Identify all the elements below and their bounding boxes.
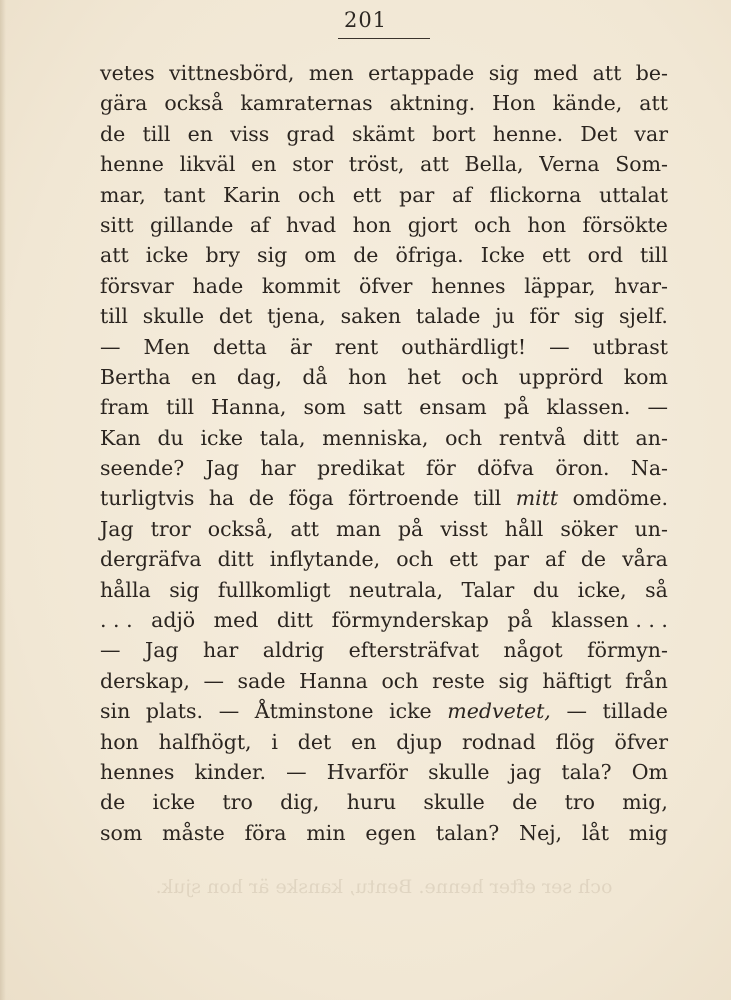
text-line [100, 635, 668, 665]
word: medvetet, [447, 699, 551, 724]
word: att [290, 516, 320, 541]
word: hon [100, 729, 139, 754]
word: seende? [100, 456, 185, 481]
word: och [298, 182, 336, 207]
word: tant [163, 182, 206, 207]
word: också [164, 91, 224, 116]
word: likväl [179, 152, 236, 177]
word: mig, [622, 790, 668, 815]
text-line [100, 119, 668, 149]
text-line [100, 88, 668, 118]
word: kände, [552, 91, 623, 116]
word: — [549, 334, 570, 359]
word: af [452, 182, 472, 207]
word: i [271, 729, 278, 754]
word: outhärdligt! [401, 334, 527, 359]
word: och [445, 425, 483, 450]
word: du [532, 577, 560, 602]
word: ett [352, 182, 382, 207]
text-line [100, 544, 668, 574]
word: tro [564, 790, 596, 815]
word: öfriga. [395, 243, 464, 268]
word: dergräfva [100, 547, 202, 572]
text-line [100, 332, 668, 362]
word: till [100, 304, 128, 329]
word: sitt [100, 212, 134, 237]
word: från [625, 668, 668, 693]
word: att [592, 61, 622, 85]
text-line [100, 757, 668, 787]
word: Jag [100, 516, 134, 541]
word: saken [340, 304, 402, 329]
word: kamraternas [240, 91, 373, 116]
text-line [100, 696, 668, 726]
word: eftersträfvat [348, 638, 479, 663]
word: rent [334, 334, 379, 359]
word: het [407, 364, 441, 389]
word: omdöme. [572, 486, 668, 511]
word: som [303, 395, 346, 420]
word: de [580, 547, 607, 572]
word: Jag [144, 638, 179, 663]
word: an- [635, 425, 668, 450]
text-line [100, 240, 668, 270]
word: Det [580, 121, 618, 146]
word: öron. [555, 456, 610, 481]
word: håll [504, 516, 544, 541]
word: hvad [286, 212, 337, 237]
word: — [100, 638, 121, 663]
word: gillande [149, 212, 234, 237]
word: som [100, 820, 143, 845]
word: ensam [419, 395, 487, 420]
word: sin [100, 699, 131, 724]
word: de [248, 486, 274, 511]
word: stor [292, 152, 334, 177]
word: mitt [515, 486, 559, 511]
word: adjö [151, 608, 196, 633]
word: skulle [142, 304, 205, 329]
word: kinder. [194, 759, 267, 784]
word: försökte [582, 212, 668, 237]
word: menniska, [322, 425, 429, 450]
word: till [640, 243, 668, 268]
word: Som- [615, 152, 668, 177]
word: tror [150, 516, 191, 541]
word: af [545, 547, 565, 572]
word: fram [100, 395, 150, 420]
word: sade [237, 668, 286, 693]
word: Hvarför [326, 759, 408, 784]
word: förtroende [348, 486, 459, 511]
text-line [100, 666, 668, 696]
word: öfver [359, 273, 413, 298]
word: . . . [100, 608, 133, 633]
word: om [304, 243, 337, 268]
word: detta [212, 334, 267, 359]
word: sig [169, 577, 200, 602]
word: skulle [428, 759, 490, 784]
word: derskap, [100, 668, 190, 693]
word: men [308, 61, 354, 85]
word: Kan [100, 425, 141, 450]
word: par [399, 182, 435, 207]
word: icke [145, 243, 189, 268]
word: Hanna [299, 668, 368, 693]
word: jag [509, 759, 542, 784]
word: hålla [100, 577, 151, 602]
word: föga [288, 486, 334, 511]
text-line [100, 423, 668, 453]
word: halfhögt, [158, 729, 252, 754]
text-line [100, 58, 668, 88]
word: Bella, [464, 152, 524, 177]
word: djup [396, 729, 443, 754]
text-line [100, 787, 668, 817]
word: att [420, 152, 449, 177]
word: af [249, 212, 270, 237]
word: un- [634, 516, 668, 541]
word: min [306, 820, 346, 845]
word: Bertha [100, 364, 171, 389]
word: föra [244, 820, 287, 845]
text-line [100, 301, 668, 331]
word: — [566, 699, 587, 724]
word: rentvå [498, 425, 566, 450]
word: icke, [577, 577, 627, 602]
word: våra [622, 547, 668, 572]
word: ett [449, 547, 478, 572]
word: utbrast [592, 334, 668, 359]
word: ditt [217, 547, 254, 572]
word: och [396, 547, 434, 572]
word: ertappade [368, 61, 475, 85]
word: icke [152, 790, 196, 815]
word: tala? [561, 759, 612, 784]
word: visst [440, 516, 488, 541]
word: var [634, 121, 668, 146]
word: en [191, 364, 217, 389]
word: kom [623, 364, 668, 389]
word: aldrig [262, 638, 325, 663]
text-line [100, 727, 668, 757]
word: tjena, [267, 304, 326, 329]
word: hade [192, 273, 244, 298]
word: med [213, 608, 259, 633]
word: med [533, 61, 579, 85]
word: ju [495, 304, 515, 329]
word: tröst, [348, 152, 405, 177]
word: söker [560, 516, 618, 541]
text-line [100, 362, 668, 392]
word: ord [587, 243, 623, 268]
word: tala, [259, 425, 306, 450]
word: på [503, 395, 530, 420]
word: gära [100, 91, 148, 116]
word: för [529, 304, 560, 329]
word: till [473, 486, 502, 511]
word: har [260, 456, 296, 481]
word: läppar, [524, 273, 596, 298]
word: förmyn- [587, 638, 668, 663]
word: vetes [100, 61, 155, 85]
word: hennes [100, 759, 175, 784]
word: talan? [435, 820, 500, 845]
text-line [100, 483, 668, 513]
word: mig [628, 820, 668, 845]
word: på [397, 516, 424, 541]
word: ha [208, 486, 235, 511]
word: uttalat [599, 182, 668, 207]
word: plats. [145, 699, 204, 724]
word: — [286, 759, 307, 784]
word: också, [207, 516, 274, 541]
word: hennes [431, 273, 506, 298]
text-line [100, 453, 668, 483]
word: till [142, 121, 171, 146]
word: inflytande, [269, 547, 381, 572]
word: du [157, 425, 184, 450]
word: Nej, [519, 820, 563, 845]
word: en [251, 152, 277, 177]
text-line [100, 180, 668, 210]
word: klassen . . . [551, 608, 668, 633]
word: talade [415, 304, 481, 329]
text-line [100, 575, 668, 605]
word: och [381, 668, 419, 693]
text-line [100, 210, 668, 240]
word: Talar [461, 577, 515, 602]
word: be- [635, 61, 668, 85]
word: predikat [317, 456, 405, 481]
word: låt [581, 820, 609, 845]
word: sig [488, 61, 519, 85]
word: måste [162, 820, 225, 845]
word: förmynderskap [331, 608, 489, 633]
word: — [100, 334, 121, 359]
word: flög [555, 729, 595, 754]
word: ditt [582, 425, 619, 450]
page-number: 201 [343, 8, 388, 32]
word: öfver [614, 729, 668, 754]
word: neutrala, [348, 577, 444, 602]
text-line [100, 514, 668, 544]
word: rodnad [461, 729, 536, 754]
text-line [100, 149, 668, 179]
word: en [187, 121, 213, 146]
word: ditt [276, 608, 314, 633]
word: är [289, 334, 312, 359]
word: mar, [100, 182, 146, 207]
word: — [203, 668, 224, 693]
word: turligtvis [100, 486, 195, 511]
word: till [166, 395, 195, 420]
word: henne. [492, 121, 564, 146]
word: — [218, 699, 240, 724]
word: satt [362, 395, 403, 420]
word: tillade [602, 699, 668, 724]
word: skämt [352, 121, 415, 146]
word: och [473, 212, 511, 237]
word: par [493, 547, 529, 572]
word: och [461, 364, 499, 389]
word: tro [222, 790, 253, 815]
word: reste [432, 668, 485, 693]
word: det [218, 304, 253, 329]
word: då [302, 364, 328, 389]
word: hon [352, 212, 392, 237]
word: Hanna, [211, 395, 287, 420]
word: hon [348, 364, 387, 389]
word: en [351, 729, 377, 754]
word: dag, [236, 364, 282, 389]
word: klassen. [546, 395, 631, 420]
word: fullkomligt [217, 577, 331, 602]
bleed-through-text: och ser efter henne. Bentu, kanske är hon sjuk. [155, 876, 613, 898]
word: något [503, 638, 563, 663]
text-line [100, 818, 668, 848]
word: det [297, 729, 332, 754]
word: att [639, 91, 668, 116]
word: så [645, 577, 668, 602]
word: de [100, 790, 126, 815]
body-text [100, 58, 668, 848]
word: de [100, 121, 126, 146]
word: huru [346, 790, 397, 815]
text-line [100, 605, 668, 635]
word: häftigt [542, 668, 612, 693]
word: flickorna [489, 182, 582, 207]
word: bort [432, 121, 476, 146]
word: sig [257, 243, 288, 268]
word: icke [389, 699, 432, 724]
word: för [426, 456, 456, 481]
word: Hon [492, 91, 536, 116]
word: Verna [539, 152, 600, 177]
word: grad [286, 121, 335, 146]
word: bry [205, 243, 240, 268]
word: gjort [407, 212, 458, 237]
word: döfva [477, 456, 534, 481]
word: viss [230, 121, 270, 146]
word: henne [100, 152, 164, 177]
word: Jag [205, 456, 240, 481]
word: att [100, 243, 129, 268]
word: sjelf. [619, 304, 668, 329]
header-rule [338, 38, 430, 39]
text-line [100, 271, 668, 301]
word: ett [541, 243, 571, 268]
word: har [203, 638, 239, 663]
word: upprörd [518, 364, 604, 389]
word: Karin [223, 182, 281, 207]
word: — [647, 395, 668, 420]
binding-shadow [0, 0, 6, 1000]
word: skulle [423, 790, 485, 815]
word: kommit [261, 273, 341, 298]
text-line [100, 392, 668, 422]
word: Men [143, 334, 190, 359]
word: sig [574, 304, 605, 329]
word: aktning. [389, 91, 476, 116]
word: egen [365, 820, 416, 845]
word: de [353, 243, 379, 268]
word: Åtminstone [254, 699, 374, 724]
word: icke [200, 425, 244, 450]
word: vittnesbörd, [169, 61, 295, 85]
word: försvar [100, 273, 174, 298]
word: de [512, 790, 538, 815]
word: man [336, 516, 381, 541]
word: sig [498, 668, 529, 693]
word: Na- [630, 456, 668, 481]
word: på [507, 608, 533, 633]
word: dig, [280, 790, 320, 815]
word: hvar- [614, 273, 668, 298]
word: Icke [480, 243, 525, 268]
word: Om [631, 759, 668, 784]
word: hon [527, 212, 567, 237]
